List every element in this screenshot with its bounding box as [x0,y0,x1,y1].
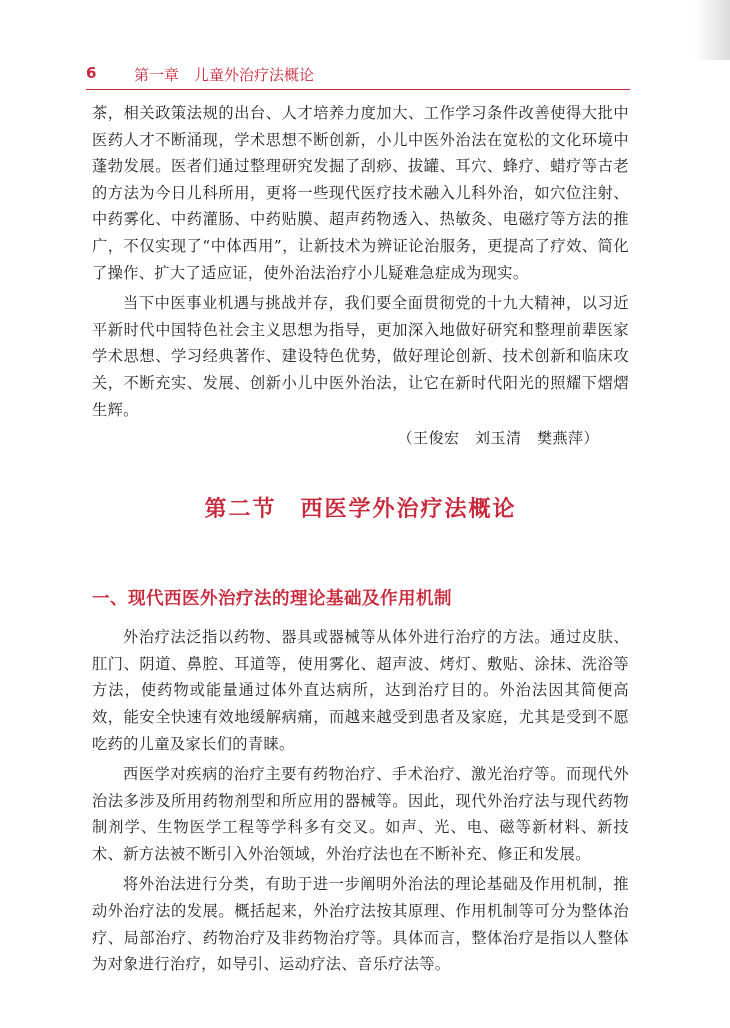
chapter-title: 第一章 儿童外治疗法概论 [134,66,315,84]
running-header [86,64,630,88]
paragraph-continued: 茶，相关政策法规的出台、人才培养力度加大、工作学习条件改善使得大批中医药人才不断涌现，学术思想不断创新，小儿中医外治法在宽松的文化环境中蓬勃发展。医者们通过整理研究发掘了刮痧、拔罐、耳穴、蜂疗、蜡疗等古老的方法为今日儿科所用，更将一些现代医疗技术融入儿科外治，如穴位注射、中药雾化、中药灌肠、中药贴膜、超声药物透入、热敏灸、电磁疗等方法的推广，不仅实现了“中体西用”，让新技术为辨证论治服务，更提高了疗效、简化了操作、扩大了适应证，使外治法治疗小儿疑难急症成为现实。 [92,104,629,282]
header-rule [86,89,630,90]
page-number: 6 [86,64,97,82]
paragraph: 将外治法进行分类，有助于进一步阐明外治法的理论基础及作用机制，推动外治疗法的发展。概括起来，外治疗法按其原理、作用机制等可分为整体治疗、局部治疗、药物治疗及非药物治疗等。具体而言，整体治疗是指以人整体为对象进行治疗，如导引、运动疗法、音乐疗法等。 [92,875,629,974]
subsection-title: 一、现代西医外治疗法的理论基础及作用机制 [92,589,452,610]
paragraph: 外治疗法泛指以药物、器具或器械等从体外进行治疗的方法。通过皮肤、肛门、阴道、鼻腔、耳道等，使用雾化、超声波、烤灯、敷贴、涂抹、洗浴等方法，使药物或能量通过体外直达病所，达到治疗目的。外治法因其简便高效，能安全快速有效地缓解病痛，而越来越受到患者及家庭，尤其是受到不愿吃药的儿童及家长们的青睐。 [92,628,629,753]
author-credits: （王俊宏 刘玉清 樊燕萍） [397,429,599,448]
paragraph-closing: 当下中医事业机遇与挑战并存，我们要全面贯彻党的十九大精神，以习近平新时代中国特色社会主义思想为指导，更加深入地做好研究和整理前辈医家学术思想、学习经典著作、建设特色优势，做好理论创新、技术创新和临床攻关，不断充实、发展、创新小儿中医外治法，让它在新时代阳光的照耀下熠熠生辉。 [92,294,629,419]
page-corner-shadow [694,0,730,60]
paragraph: 西医学对疾病的治疗主要有药物治疗、手术治疗、激光治疗等。而现代外治法多涉及所用药物剂型和所应用的器械等。因此，现代外治疗法与现代药物制剂学、生物医学工程等学科多有交叉。如声、光、电、磁等新材料、新技术、新方法被不断引入外治领域，外治疗法也在不断补充、修正和发展。 [92,765,629,863]
section-title: 第二节 西医学外治疗法概论 [204,496,517,523]
page-content [92,100,629,978]
